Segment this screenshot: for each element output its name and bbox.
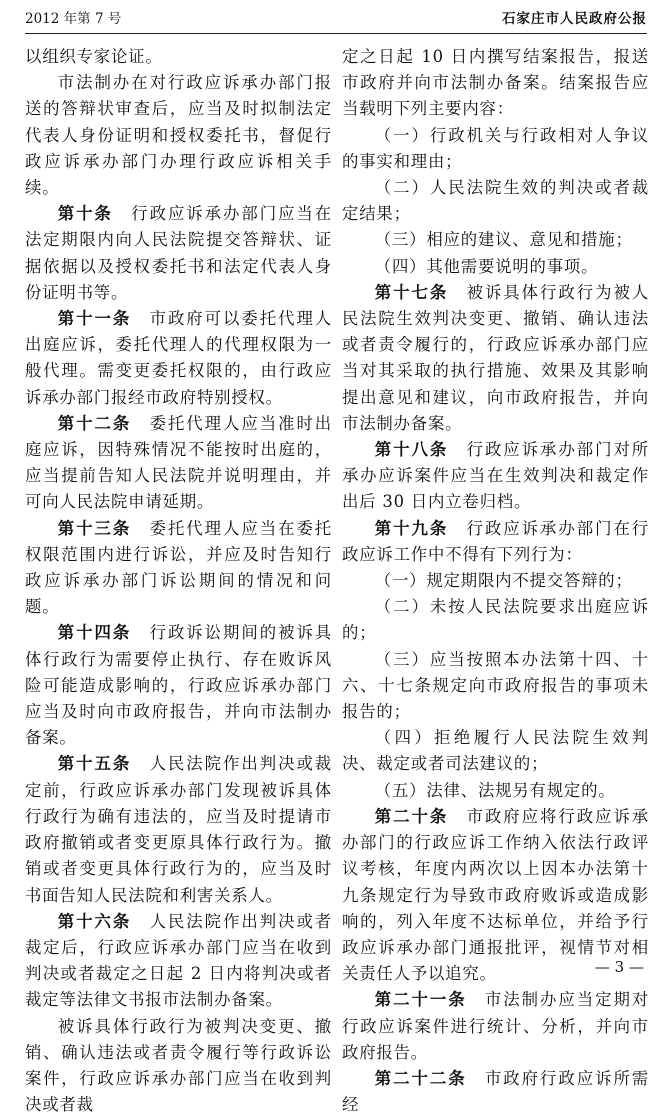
paragraph xyxy=(25,620,332,751)
paragraph-text: （三）应当按照本办法第十四、十六、十七条规定向市政府报告的事项未报告的； xyxy=(342,649,649,722)
paragraph xyxy=(342,254,649,280)
paragraph-text: 市政府可以委托代理人出庭应诉，委托代理人的代理权限为一般代理。需变更委托权限的，由行政应诉承办部门报经市政府特别授权。 xyxy=(25,309,332,407)
paragraph xyxy=(342,175,649,227)
issue-label: 2012 年第 7 号 xyxy=(25,11,122,27)
article-heading: 第十四条 xyxy=(57,623,132,643)
paragraph-text: 被诉具体行政行为被人民法院生效判决变更、撤销、确认违法或者责令履行的，行政应诉承办部门应当对其采取的执行措施、效果及其影响提出意见和建议，向市政府报告，并向市法制办备案。 xyxy=(342,282,649,433)
paragraph-text: 人民法院作出判决或者裁定后，行政应诉承办部门应当在收到判决或者裁定之日起 2 日内将判决或者裁定等法律文书报市法制办备案。 xyxy=(25,911,332,1010)
paragraph xyxy=(342,1066,649,1118)
left-column xyxy=(25,44,332,1118)
paragraph xyxy=(25,909,332,1014)
article-heading: 第十五条 xyxy=(57,754,132,774)
paragraph-text: （一）行政机关与行政相对人争议的事实和理由； xyxy=(342,125,649,171)
paragraph xyxy=(25,201,332,306)
paragraph xyxy=(342,778,649,804)
paragraph xyxy=(342,647,649,726)
paragraph-text: （五）法律、法规另有规定的。 xyxy=(374,780,616,800)
paragraph-text: 市法制办应当定期对行政应诉案件进行统计、分析，并向市政府报告。 xyxy=(342,990,649,1062)
paragraph-text: 市政府行政应诉所需经 xyxy=(342,1068,649,1115)
paragraph-text: （四）拒绝履行人民法院生效判决、裁定或者司法建议的； xyxy=(342,728,649,774)
paragraph xyxy=(342,280,649,437)
article-heading: 第十六条 xyxy=(57,911,132,931)
article-heading: 第十八条 xyxy=(374,440,449,460)
paragraph-text: （二）未按人民法院要求出庭应诉的； xyxy=(342,597,649,643)
paragraph-text: （四）其他需要说明的事项。 xyxy=(374,256,599,276)
article-heading: 第二十一条 xyxy=(374,990,467,1010)
article-heading: 第十条 xyxy=(57,204,113,224)
paragraph xyxy=(342,516,649,568)
paragraph-text: 定之日起 10 日内撰写结案报告，报送市政府并向市法制办备案。结案报告应当载明下列主要内容： xyxy=(342,47,649,119)
paragraph-text: 行政应诉承办部门在行政应诉工作中不得有下列行为： xyxy=(342,518,649,564)
paragraph xyxy=(25,306,332,411)
paragraph-text: （二）人民法院生效的判决或者裁定结果； xyxy=(342,178,649,224)
article-heading: 第十七条 xyxy=(374,282,449,302)
header-rule xyxy=(25,33,647,34)
paragraph-text: 人民法院作出判决或裁定前，行政应诉承办部门发现被诉具体行政行为确有违法的，应当及时提请市政府撤销或者变更原具体行政行为。撤销或者变更具体行政行为的，应当及时书面告知人民法院和利害关系人。 xyxy=(25,754,332,905)
page-number: — 3 — xyxy=(594,958,644,976)
article-heading: 第十一条 xyxy=(57,309,132,329)
paragraph-text: 市法制办在对行政应诉承办部门报送的答辩状审查后，应当及时拟制法定代表人身份证明和授权委托书，督促行政应诉承办部门办理行政应诉相关手续。 xyxy=(25,73,332,198)
paragraph-text: 市政府应将行政应诉承办部门的行政应诉工作纳入依法行政评议考核，年度内两次以上因本办法第十九条规定行为导致市政府败诉或造成影响的，列入年度不达标单位，并给予行政应诉承办部门通报批评，视情节对相关责任人予以追究。 xyxy=(342,806,649,984)
right-column xyxy=(342,44,649,1118)
paragraph-text: 委托代理人应当在委托权限范围内进行诉讼，并应及时告知行政应诉承办部门诉讼期间的情况和问题。 xyxy=(25,518,332,617)
paragraph xyxy=(342,227,649,253)
paragraph xyxy=(25,751,332,908)
paragraph xyxy=(25,411,332,516)
paragraph xyxy=(25,70,332,201)
article-heading: 第十三条 xyxy=(57,518,132,538)
publication-title: 石家庄市人民政府公报 xyxy=(502,11,647,27)
paragraph-text: 委托代理人应当准时出庭应诉，因特殊情况不能按时出庭的，应当提前告知人民法院并说明理由，并可向人民法院申请延期。 xyxy=(25,413,332,512)
paragraph-text: 行政诉讼期间的被诉具体行政行为需要停止执行、存在败诉风险可能造成影响的，行政应诉承办部门应当及时向市政府报告，并向市法制办备案。 xyxy=(25,623,332,748)
paragraph xyxy=(342,987,649,1066)
paragraph-text: （三）相应的建议、意见和措施； xyxy=(374,230,633,250)
running-header xyxy=(25,8,647,30)
paragraph xyxy=(342,437,649,516)
paragraph-text: （一）规定期限内不提交答辩的； xyxy=(374,571,633,591)
paragraph xyxy=(342,568,649,594)
article-heading: 第二十二条 xyxy=(374,1068,467,1088)
paragraph xyxy=(25,516,332,621)
paragraph xyxy=(342,594,649,646)
article-heading: 第十九条 xyxy=(374,518,449,538)
paragraph-text: 被诉具体行政行为被判决变更、撤销、确认违法或者责令履行等行政诉讼案件，行政应诉承办部门应当在收到判决或者裁 xyxy=(25,1016,332,1115)
article-heading: 第二十条 xyxy=(374,806,449,826)
paragraph-text: 行政应诉承办部门应当在法定期限内向人民法院提交答辩状、证据依据以及授权委托书和法定代表人身份证明书等。 xyxy=(25,204,332,302)
paragraph xyxy=(342,123,649,175)
paragraph-text: 以组织专家论证。 xyxy=(25,47,163,66)
article-heading: 第十二条 xyxy=(57,413,132,433)
paragraph xyxy=(342,44,649,123)
paragraph xyxy=(25,1014,332,1118)
paragraph-text: 行政应诉承办部门对所承办应诉案件应当在生效判决和裁定作出后 30 日内立卷归档。 xyxy=(342,440,649,512)
paragraph xyxy=(342,725,649,777)
paragraph xyxy=(25,44,332,70)
